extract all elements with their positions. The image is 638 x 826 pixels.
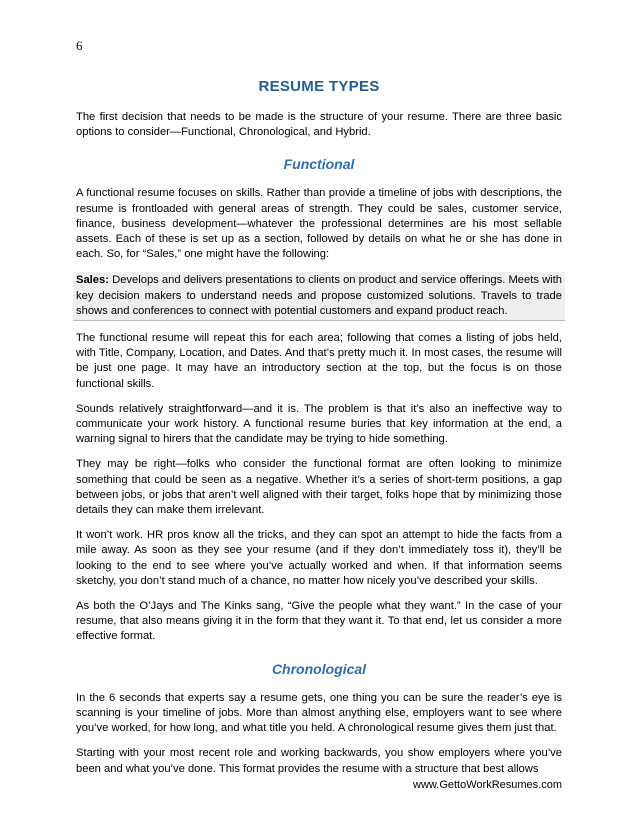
sales-callout: [73, 272, 565, 321]
chronological-paragraph-2: Starting with your most recent role and working backwards, you show employers where you’ve been and what you’ve done. This format provides the resume with a structure that best allows: [76, 747, 562, 775]
functional-paragraph-1: A functional resume focuses on skills. Rather than provide a timeline of jobs with descriptions, the resume is frontloaded with general areas of strength. They could be sales, customer service, finance, business development—whatever the professional determines are his most sellable assets. Each of these is set up as a section, followed by details on what he or she has done in each. So, for “Sales,” one might have the following:: [76, 187, 562, 261]
footer-url: www.GettoWorkResumes.com: [413, 779, 562, 791]
functional-paragraph-3: Sounds relatively straightforward—and it is. The problem is that it’s also an ineffective way to communicate your work history. A functional resume buries that key information at the end, a warning signal to hirers that the candidate may be trying to hide something.: [76, 402, 562, 446]
body-content: [76, 110, 562, 787]
intro-paragraph: The first decision that needs to be made is the structure of your resume. There are three basic options to consider—Functional, Chronological, and Hybrid.: [76, 111, 562, 139]
page-title: RESUME TYPES: [258, 78, 380, 95]
functional-paragraph-5: It won’t work. HR pros know all the tricks, and they can spot an attempt to hide the facts from a mile away. As soon as they see your resume (and if they don’t immediately toss it), they’ll be looking to the end to see where you’ve actually worked and when. If that information seems sketchy, you don’t stand much of a chance, no matter how nicely you’ve described your skills.: [76, 529, 562, 587]
page-number: 6: [76, 38, 83, 53]
functional-paragraph-2: The functional resume will repeat this for each area; following that comes a listing of jobs held, with Title, Company, Location, and Dates. And that’s pretty much it. In most cases, the resume will be just one page. It may have an introductory section at the top, but the focus is on those functional skills.: [76, 332, 562, 390]
callout-text: Develops and delivers presentations to clients on product and service offerings. Meets with key decision makers to understand needs and propose customized solutions. Travels to trade shows and conferences to connect with potential customers and expand product reach.: [76, 274, 562, 317]
functional-paragraph-4: They may be right—folks who consider the functional format are often looking to minimize something that could be seen as a negative. Whether it’s a series of short-term positions, a gap between jobs, or jobs that aren’t well aligned with their target, folks hope that by minimizing those details they can make them irrelevant.: [76, 458, 562, 517]
section-heading-functional: Functional: [283, 156, 355, 173]
callout-label: Sales:: [76, 274, 109, 287]
chronological-paragraph-1: In the 6 seconds that experts say a resume gets, one thing you can be sure the reader’s eye is scanning is your timeline of jobs. More than almost anything else, employers want to see where you’ve worked, for how long, and what title you held. A chronological resume gives them just that.: [76, 691, 562, 735]
section-heading-chronological: Chronological: [271, 660, 367, 677]
functional-paragraph-6: As both the O’Jays and The Kinks sang, “Give the people what they want.” In the case of your resume, that also means giving it in the form that they want it. To that end, let us consider a more effective format.: [76, 600, 562, 643]
